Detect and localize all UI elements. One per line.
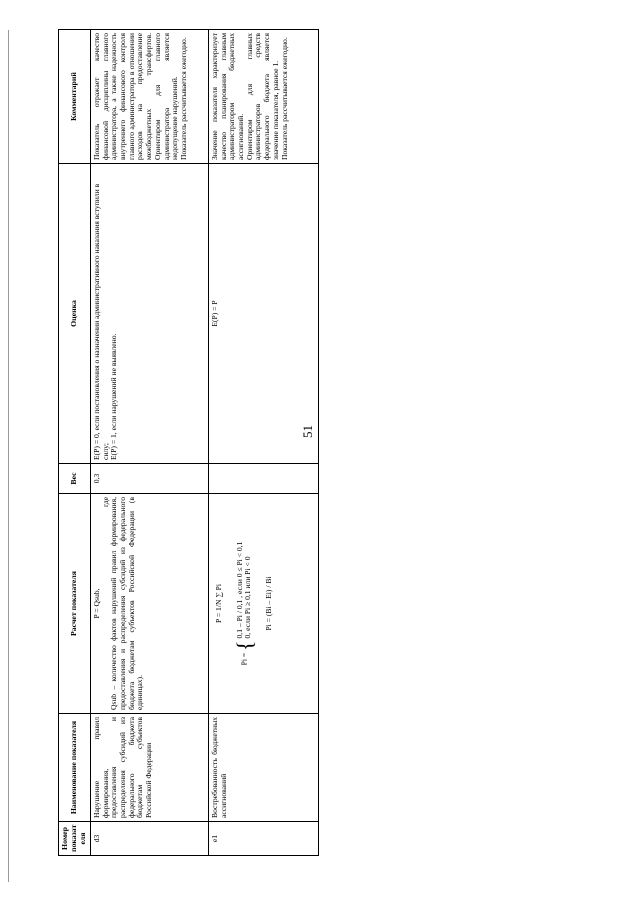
header-number: Номер показат еля [59, 822, 91, 856]
calc-pi-case2: 0, если Pi ≥ 0,1 или Pi < 0 [243, 556, 253, 639]
header-calc: Расчет показателя [59, 494, 91, 714]
calc-pi-def: Pi = (Bi – Ei) / Bi [263, 576, 273, 631]
row-calc [90, 494, 208, 714]
row-name: Нарушение правил формирования, предоставления и распределения субсидий из федерального бюджета бюджетам субъектов Российской Федерации [90, 714, 208, 822]
row-id: e1 [208, 822, 318, 856]
page-number: 51 [300, 425, 315, 438]
row-score: E(P) = 0, если постановления о назначении административного наказания вступили в силу; E(P) = 1, если нарушений не выявлено. [90, 164, 208, 464]
calc-where: где [100, 497, 110, 507]
row-id: d3 [90, 822, 208, 856]
table-row [208, 30, 318, 856]
scan-edge-line [8, 30, 9, 882]
row-name: Востребованность бюджетных ассигнований [208, 714, 318, 822]
table-row [90, 30, 208, 856]
row-score: E(P) = P [208, 164, 318, 464]
row-comment: Значение показателя характеризует качество планирования главным администратором бюджетных ассигнований. Ориентиром для главных администраторов средств федерального бюджета является значение показателя, равное 1. Показатель рассчитывается ежегодно. [208, 30, 318, 164]
calc-formula: P = Qsub, [91, 588, 101, 619]
row-weight: 0,3 [90, 464, 208, 494]
calc-pi-cases: Pi = { 0,1 – Pi / 0,1 , если 0 ≤ Pi < 0,1 0, если Pi ≥ 0,1 или Pi < 0 [231, 541, 257, 666]
header-score: Оценка [59, 164, 91, 464]
header-comment: Комментарий [59, 30, 91, 164]
indicator-table [58, 29, 319, 856]
row-calc [208, 494, 318, 714]
header-weight: Вес [59, 464, 91, 494]
calc-formula-main-text: P = 1/N ∑ Pi [213, 584, 223, 623]
calc-formula-main [215, 497, 224, 710]
row-weight [208, 464, 318, 494]
calc-pi-case1: 0,1 – Pi / 0,1 , если 0 ≤ Pi < 0,1 [234, 541, 244, 639]
header-name: Наименование показателя [59, 714, 91, 822]
table-header-row [59, 30, 91, 856]
indicator-table-rotated [58, 30, 319, 856]
calc-text: Qsub – количество фактов нарушений правил формирования, предоставления и распределения субсидий из федерального бюджета бюджетам субъектов Российской Федерации (в единицах). [109, 497, 145, 710]
row-comment: Показатель отражает качество финансовой дисциплины главного администратора, а также надежность внутреннего финансового контроля главного администратора в отношении расходов на предоставление межбюджетных трансфертов. Ориентиром для главного администратора является недопущение нарушений. Показатель рассчитывается ежегодно. [90, 30, 208, 164]
